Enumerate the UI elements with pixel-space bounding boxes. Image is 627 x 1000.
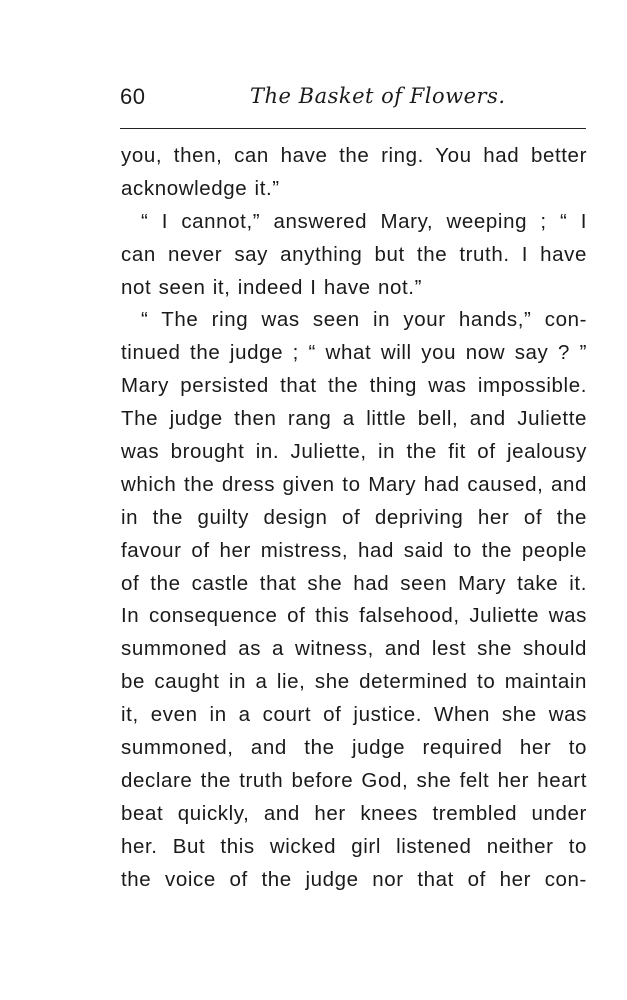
text-line: favour of her mistress, had said to the people	[121, 538, 587, 562]
text-line: declare the truth before God, she felt her heart	[121, 768, 587, 792]
running-title: The Basket of Flowers.	[250, 84, 506, 108]
page-number: 60	[120, 84, 146, 109]
text-line: the voice of the judge nor that of her con-	[121, 867, 587, 891]
text-line: of the castle that she had seen Mary take it.	[121, 571, 587, 595]
text-line: which the dress given to Mary had caused, and	[121, 472, 587, 496]
text-line: be caught in a lie, she determined to maintain	[121, 670, 587, 694]
text-line: acknowledge it.”	[121, 176, 280, 200]
text-line: summoned as a witness, and lest she should	[121, 637, 587, 661]
text-line: you, then, can have the ring. You had better	[121, 144, 587, 167]
text-line: “ I cannot,” answered Mary, weeping ; “ I	[141, 209, 587, 233]
text-line: Mary persisted that the thing was impossible.	[121, 374, 587, 398]
text-line: The judge then rang a little bell, and Juliette	[121, 407, 587, 431]
text-line: her. But this wicked girl listened neither to	[121, 834, 587, 858]
text-line: it, even in a court of justice. When she was	[121, 703, 587, 727]
page-header	[120, 84, 586, 120]
text-line: not seen it, indeed I have not.”	[121, 275, 422, 299]
text-line: was brought in. Juliette, in the fit of jealousy	[121, 440, 587, 464]
body-text	[121, 140, 587, 896]
text-line: tinued the judge ; “ what will you now say ? ”	[121, 341, 587, 365]
text-line: In consequence of this falsehood, Juliette was	[121, 604, 587, 628]
text-line: beat quickly, and her knees trembled under	[121, 801, 587, 825]
text-line: “ The ring was seen in your hands,” con-	[141, 308, 587, 332]
header-rule	[120, 128, 586, 129]
text-line: in the guilty design of depriving her of the	[121, 505, 587, 529]
text-line: can never say anything but the truth. I have	[121, 242, 587, 266]
text-line: summoned, and the judge required her to	[121, 736, 587, 760]
